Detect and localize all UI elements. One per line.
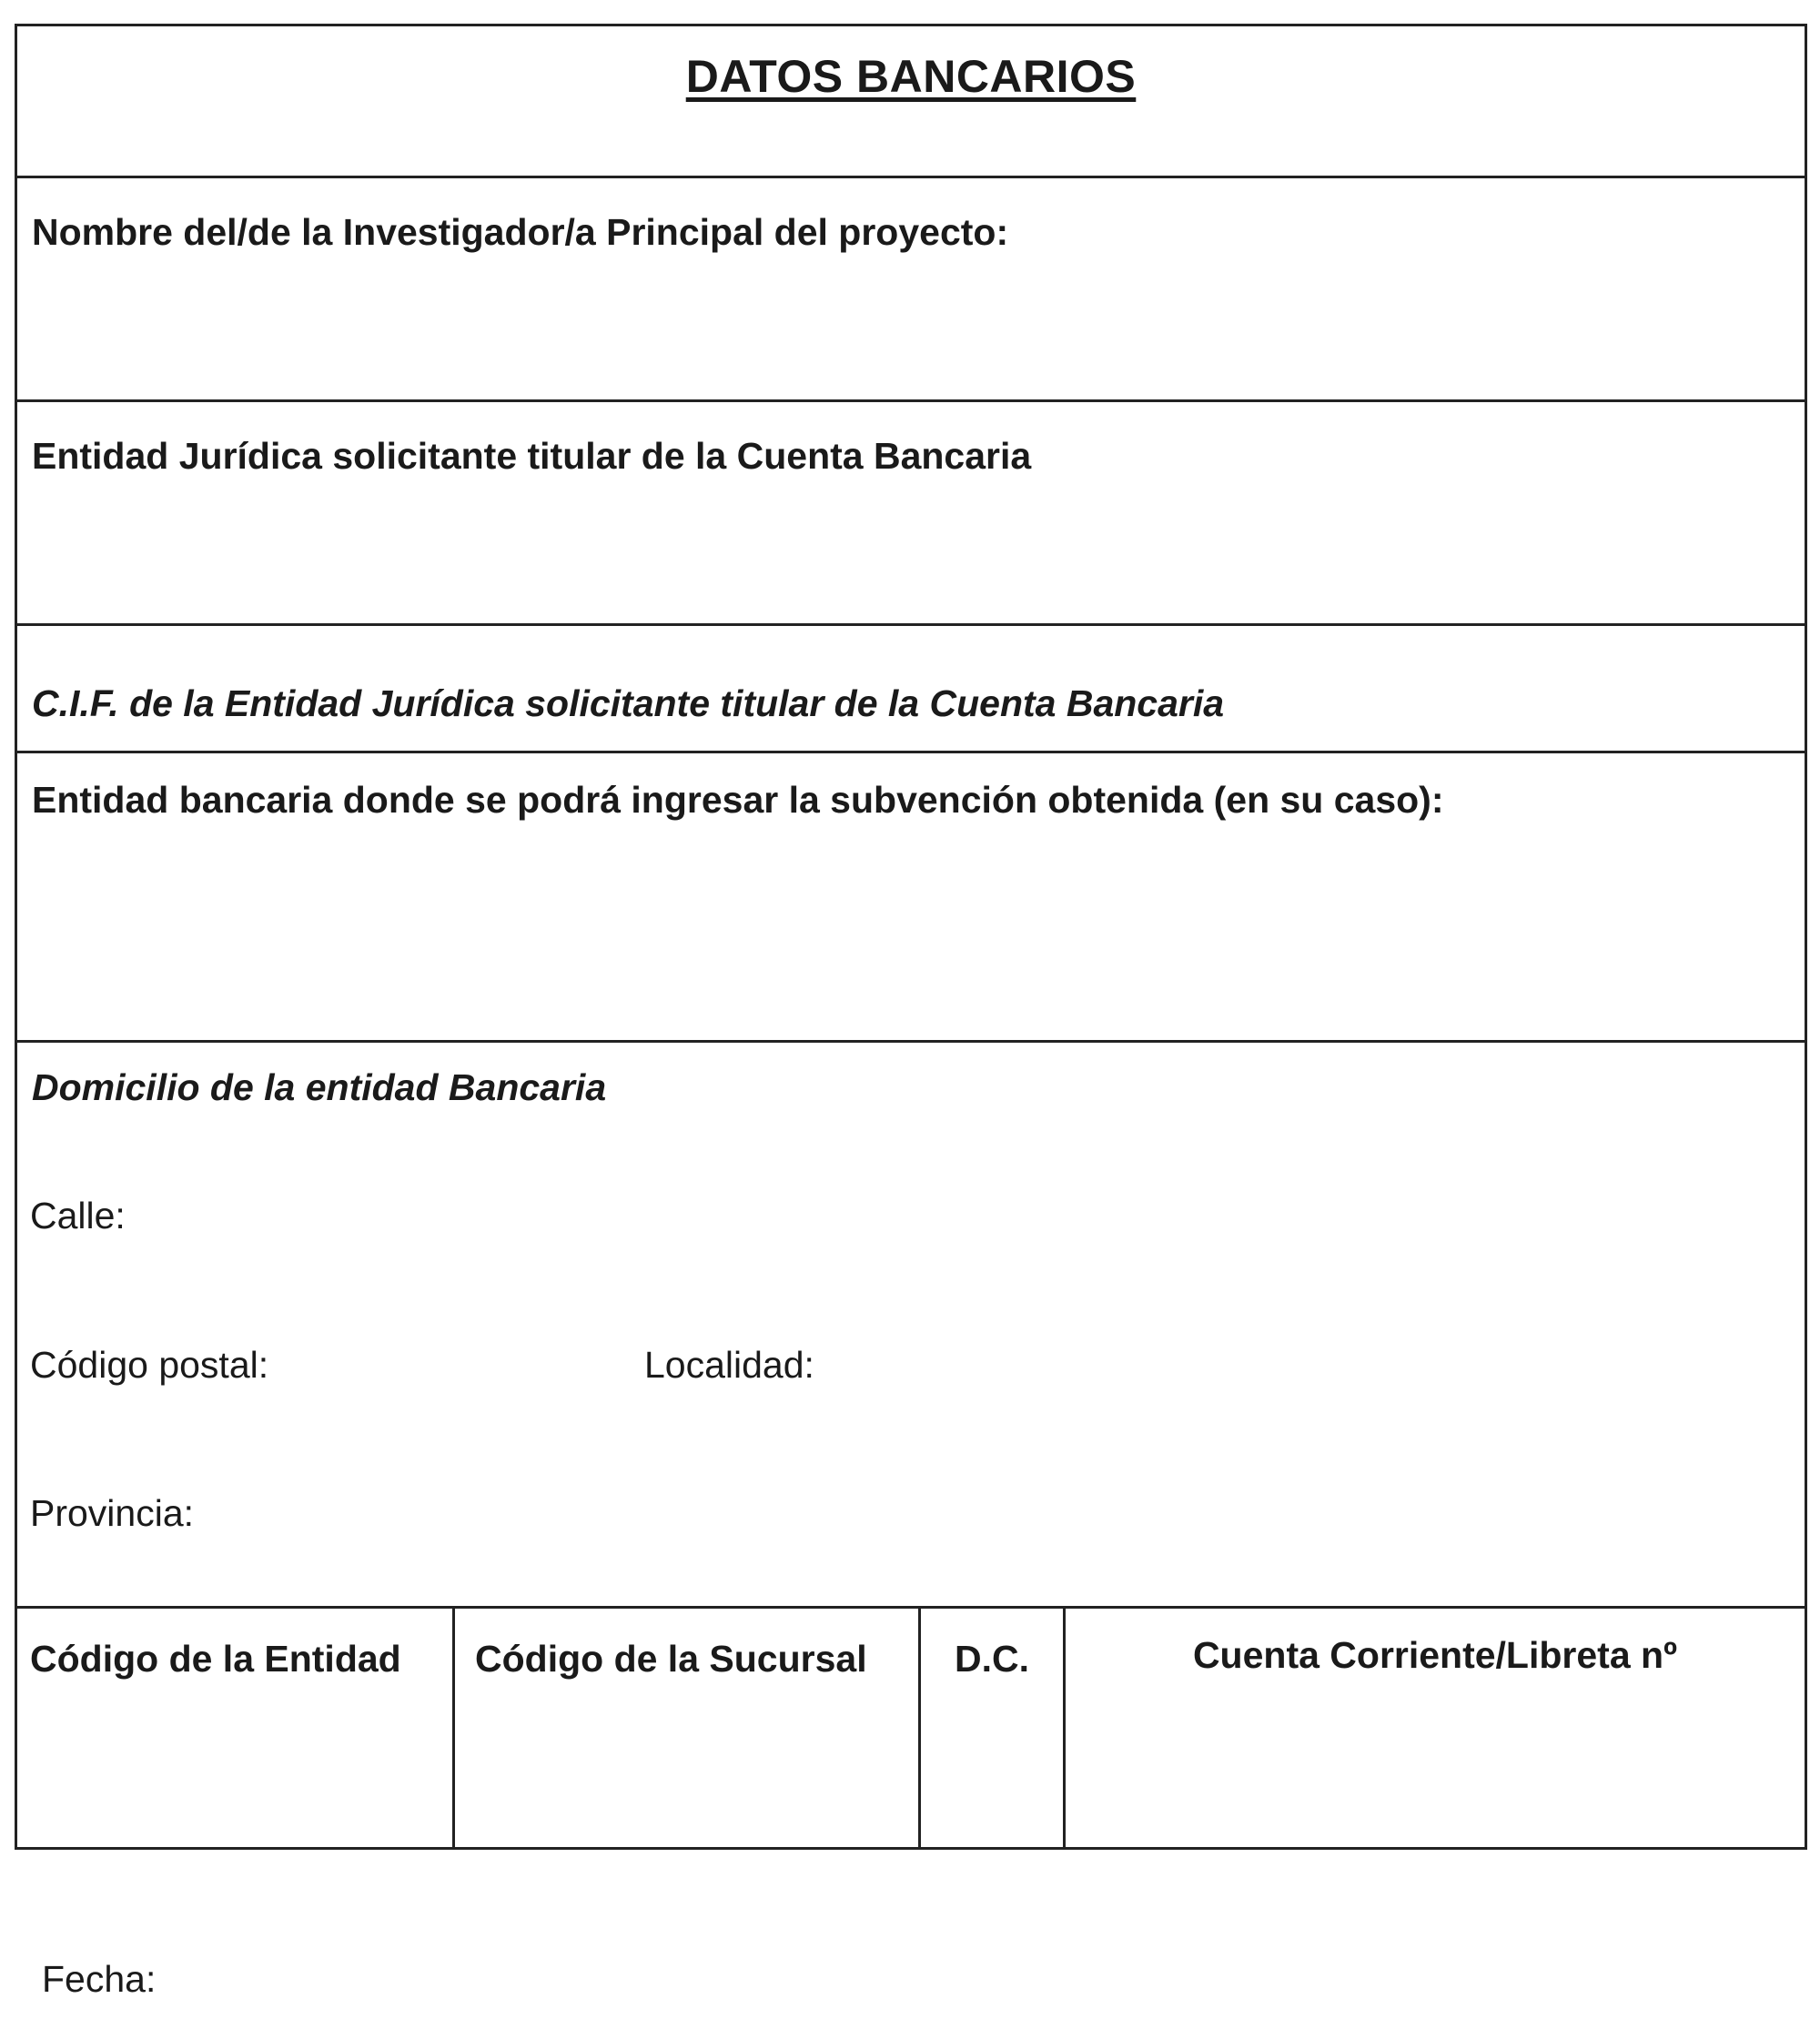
investigador-field[interactable] bbox=[17, 178, 1805, 402]
form-title: DATOS BANCARIOS bbox=[685, 51, 1137, 102]
title-row bbox=[17, 26, 1805, 178]
provincia-field[interactable]: Provincia: bbox=[30, 1492, 195, 1534]
localidad-field[interactable]: Localidad: bbox=[644, 1344, 814, 1386]
dc-cell[interactable] bbox=[921, 1609, 1066, 1850]
codigo-sucursal-label: Código de la Sucursal bbox=[475, 1638, 867, 1680]
entidad-juridica-field[interactable] bbox=[17, 402, 1805, 626]
fecha-field[interactable]: Fecha: bbox=[42, 1958, 157, 2000]
cuenta-cell[interactable] bbox=[1066, 1609, 1805, 1850]
codigo-sucursal-cell[interactable] bbox=[455, 1609, 921, 1850]
codigo-entidad-label: Código de la Entidad bbox=[30, 1638, 401, 1680]
domicilio-section bbox=[17, 1043, 1805, 1609]
codigo-entidad-cell[interactable] bbox=[17, 1609, 455, 1850]
codigos-row bbox=[17, 1609, 1805, 1850]
cuenta-label: Cuenta Corriente/Libreta nº bbox=[1192, 1634, 1678, 1676]
calle-field[interactable]: Calle: bbox=[30, 1195, 126, 1237]
entidad-bancaria-label: Entidad bancaria donde se podrá ingresar la subvención obtenida (en su caso): bbox=[32, 779, 1444, 821]
domicilio-heading: Domicilio de la entidad Bancaria bbox=[32, 1066, 607, 1108]
entidad-juridica-label: Entidad Jurídica solicitante titular de la Cuenta Bancaria bbox=[32, 435, 1032, 477]
dc-label: D.C. bbox=[955, 1638, 1029, 1680]
codigo-postal-field[interactable]: Código postal: bbox=[30, 1344, 269, 1386]
investigador-label: Nombre del/de la Investigador/a Principal del proyecto: bbox=[32, 211, 1009, 253]
bank-details-form bbox=[15, 24, 1807, 1850]
cif-label: C.I.F. de la Entidad Jurídica solicitante titular de la Cuenta Bancaria bbox=[32, 682, 1225, 724]
entidad-bancaria-field[interactable] bbox=[17, 753, 1805, 1043]
cif-field[interactable] bbox=[17, 626, 1805, 753]
